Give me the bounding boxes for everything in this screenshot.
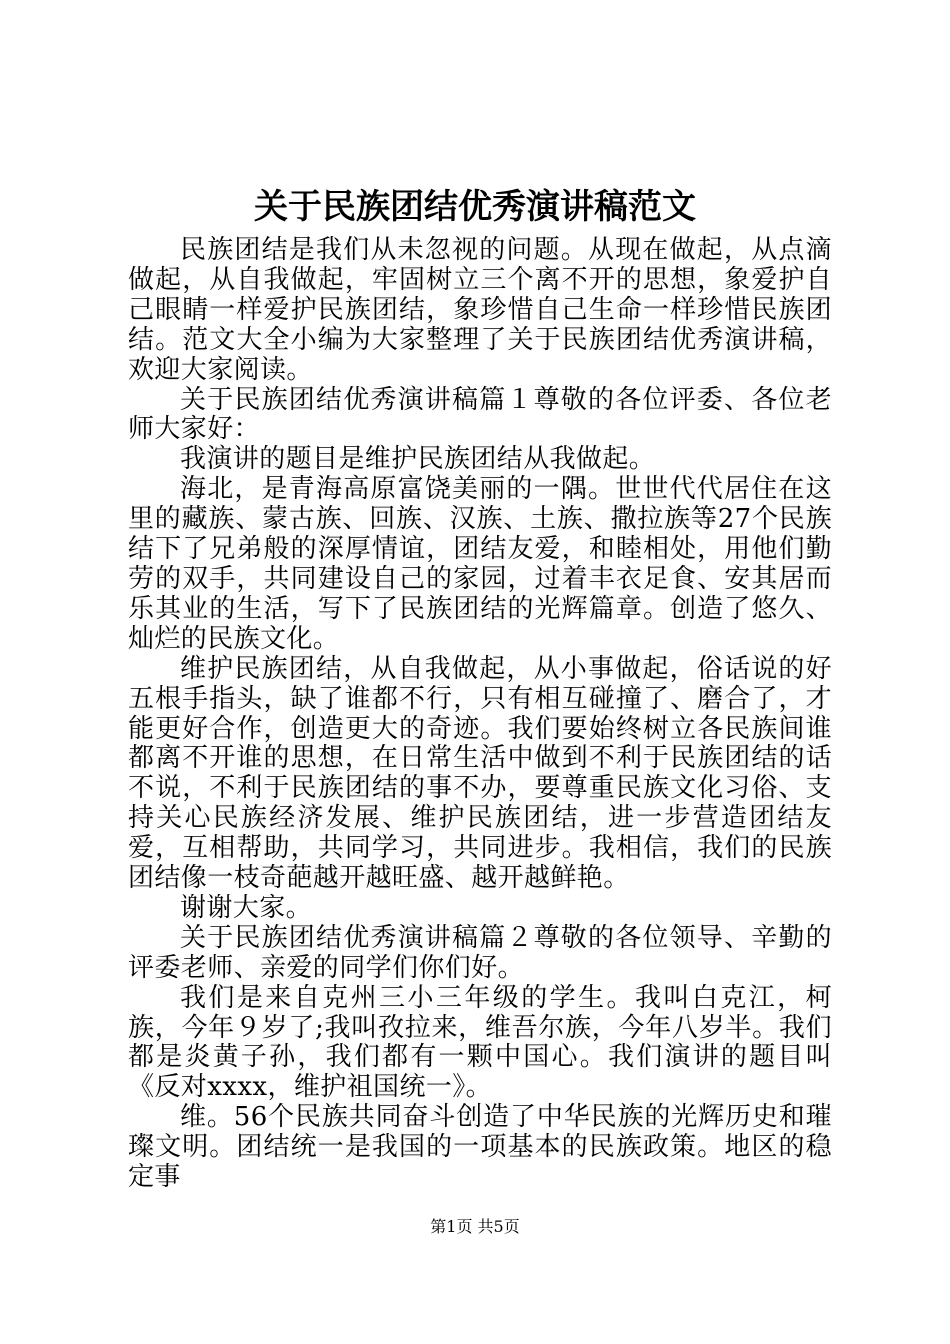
- paragraph-haibei: 海北，是青海高原富饶美丽的一隅。世世代代居住在这里的藏族、蒙古族、回族、汉族、土族、撒拉族等27个民族结下了兄弟般的深厚情谊，团结友爱，和睦相处，用他们勤劳的双手，共同建设自己的家园，过着丰衣足食、安其居而乐其业的生活，写下了民族团结的光辉篇章。创造了悠久、灿烂的民族文化。: [128, 474, 832, 654]
- page-footer: 第1页 共5页: [430, 1217, 520, 1236]
- paragraph-thanks: 谢谢大家。: [180, 892, 313, 923]
- document-body: [128, 236, 832, 1193]
- paragraph-speech-2-heading: 关于民族团结优秀演讲稿篇２尊敬的各位领导、辛勤的评委老师、亲爱的同学们你们好。: [128, 922, 832, 983]
- paragraph-56-nations: 维。56个民族共同奋斗创造了中华民族的光辉历史和璀璨文明。团结统一是我国的一项基本的民族政策。地区的稳定事: [128, 1102, 832, 1193]
- paragraph-students-intro: 我们是来自克州三小三年级的学生。我叫白克江，柯族，今年９岁了;我叫孜拉来，维吾尔族，今年八岁半。我们都是炎黄子孙，我们都有一颗中国心。我们演讲的题目叫《反对xxxx，维护祖国统一》。: [128, 982, 832, 1103]
- paragraph-intro: 民族团结是我们从未忽视的问题。从现在做起，从点滴做起，从自我做起，牢固树立三个离不开的思想，象爱护自己眼睛一样爱护民族团结，象珍惜自己生命一样珍惜民族团结。范文大全小编为大家整理了关于民族团结优秀演讲稿，欢迎大家阅读。: [128, 235, 832, 385]
- paragraph-speech-1-heading: 关于民族团结优秀演讲稿篇１尊敬的各位评委、各位老师大家好：: [128, 384, 832, 445]
- paragraph-speech-topic: 我演讲的题目是维护民族团结从我做起。: [180, 444, 656, 475]
- document-title: 关于民族团结优秀演讲稿范文: [254, 187, 696, 227]
- paragraph-maintain-unity: 维护民族团结，从自我做起，从小事做起，俗话说的好五根手指头，缺了谁都不行，只有相互碰撞了、磨合了，才能更好合作，创造更大的奇迹。我们要始终树立各民族间谁都离不开谁的思想，在日常生活中做到不利于民族团结的话不说，不利于民族团结的事不办，要尊重民族文化习俗、支持关心民族经济发展、维护民族团结，进一步营造团结友爱，互相帮助，共同学习，共同进步。我相信，我们的民族团结像一枝奇葩越开越旺盛、越开越鲜艳。: [128, 653, 832, 894]
